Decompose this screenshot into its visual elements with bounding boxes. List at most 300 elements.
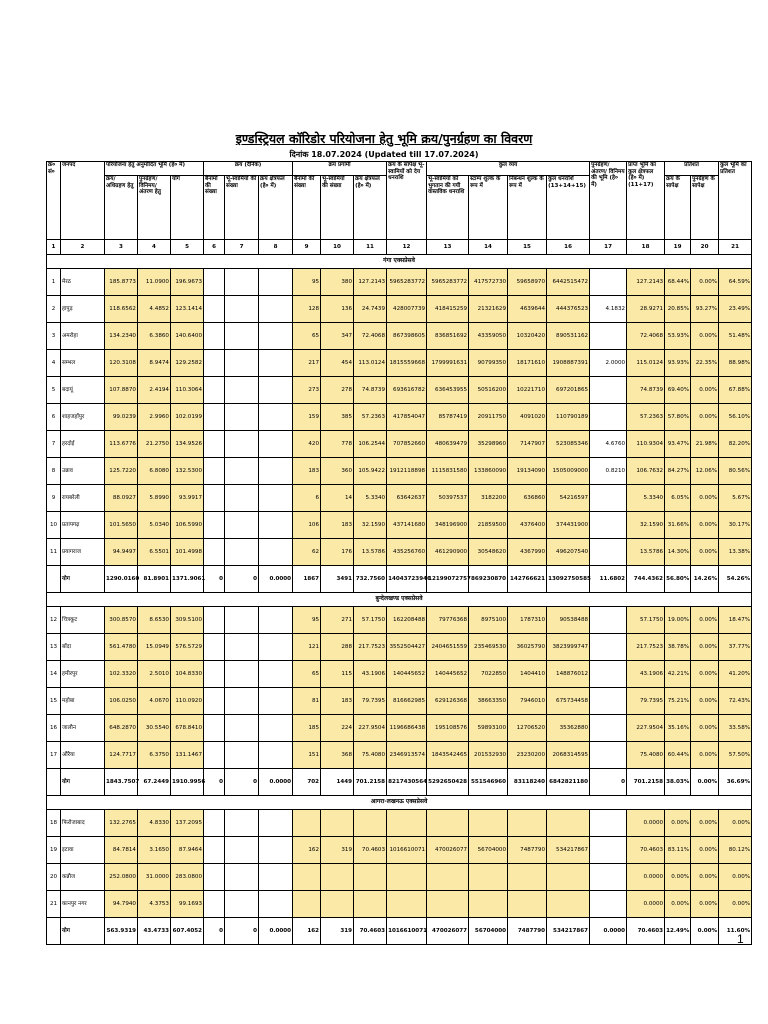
table-cell bbox=[590, 377, 627, 404]
total-cell: 0.0000 bbox=[259, 769, 293, 796]
table-cell: 102.0199 bbox=[171, 404, 204, 431]
table-cell: 1787310 bbox=[508, 607, 547, 634]
column-number: 20 bbox=[691, 240, 719, 255]
table-cell bbox=[293, 810, 321, 837]
table-cell bbox=[204, 715, 225, 742]
table-cell: 195108576 bbox=[427, 715, 469, 742]
table-row bbox=[47, 742, 752, 769]
table-cell: 3182200 bbox=[469, 485, 508, 512]
table-cell: 59893100 bbox=[469, 715, 508, 742]
total-cell: 0.0000 bbox=[590, 918, 627, 945]
table-cell bbox=[259, 431, 293, 458]
page-title: इण्डस्ट्रियल कॉरिडोर परियोजना हेतु भूमि क्रय/पुनर्ग्रहण का विवरण bbox=[235, 131, 533, 146]
table-cell bbox=[547, 810, 590, 837]
table-cell: 13 bbox=[47, 634, 61, 661]
table-cell: 102.3320 bbox=[105, 661, 138, 688]
district-cell: महोबा bbox=[61, 688, 105, 715]
header-percent-resumption: पुनर्ग्रहण के सापेक्ष bbox=[691, 176, 719, 240]
table-cell bbox=[590, 864, 627, 891]
table-cell: 4091020 bbox=[508, 404, 547, 431]
table-cell: 63642637 bbox=[387, 485, 427, 512]
table-cell: 110.0920 bbox=[171, 688, 204, 715]
table-cell: 74.8739 bbox=[627, 377, 665, 404]
table-cell bbox=[204, 350, 225, 377]
table-cell: 836851692 bbox=[427, 323, 469, 350]
header-percent-purchase: क्रय के सापेक्ष bbox=[665, 176, 691, 240]
table-cell: 57.80% bbox=[665, 404, 691, 431]
table-cell: 4639644 bbox=[508, 296, 547, 323]
table-cell bbox=[321, 810, 354, 837]
table-cell: 435256760 bbox=[387, 539, 427, 566]
table-cell: 90799350 bbox=[469, 350, 508, 377]
table-cell: 75.4080 bbox=[354, 742, 387, 769]
header-expense-group: कुल व्यय bbox=[427, 162, 590, 176]
table-cell bbox=[590, 634, 627, 661]
table-cell bbox=[259, 404, 293, 431]
header-payable: क्रय के सापेक्ष भू-स्वामियों को देय धनराशि bbox=[387, 162, 427, 240]
table-cell: 62 bbox=[293, 539, 321, 566]
table-cell: 420 bbox=[293, 431, 321, 458]
table-cell: 10221710 bbox=[508, 377, 547, 404]
table-cell: 20.85% bbox=[665, 296, 691, 323]
table-cell: 90538488 bbox=[547, 607, 590, 634]
table-cell: 115 bbox=[321, 661, 354, 688]
table-cell: 69.40% bbox=[665, 377, 691, 404]
table-cell: 10 bbox=[47, 512, 61, 539]
table-cell bbox=[204, 296, 225, 323]
table-cell bbox=[259, 512, 293, 539]
table-cell: 1505009000 bbox=[547, 458, 590, 485]
table-cell: 4.8330 bbox=[138, 810, 171, 837]
table-cell: 561.4780 bbox=[105, 634, 138, 661]
table-cell bbox=[259, 350, 293, 377]
total-cell: 142766621 bbox=[508, 566, 547, 593]
table-cell: 1799991631 bbox=[427, 350, 469, 377]
table-cell bbox=[259, 269, 293, 296]
total-cell: 162 bbox=[293, 918, 321, 945]
table-cell: 131.1467 bbox=[171, 742, 204, 769]
table-row bbox=[47, 810, 752, 837]
table-cell: 31.0000 bbox=[138, 864, 171, 891]
table-cell: 5.3340 bbox=[354, 485, 387, 512]
table-cell: 636860 bbox=[508, 485, 547, 512]
column-number: 21 bbox=[719, 240, 752, 255]
column-number: 12 bbox=[387, 240, 427, 255]
column-number: 4 bbox=[138, 240, 171, 255]
table-cell: 0.00% bbox=[691, 837, 719, 864]
total-cell: 0 bbox=[225, 566, 259, 593]
table-cell: 65 bbox=[293, 323, 321, 350]
table-cell: 64.59% bbox=[719, 269, 752, 296]
header-expense-stamp: स्टाम्प शुल्क के रूप में bbox=[469, 176, 508, 240]
table-cell: 675734458 bbox=[547, 688, 590, 715]
table-cell bbox=[225, 485, 259, 512]
column-number-row bbox=[47, 240, 752, 255]
district-cell: शाहजहाँपुर bbox=[61, 404, 105, 431]
table-cell: 81 bbox=[293, 688, 321, 715]
table-cell bbox=[204, 891, 225, 918]
table-cell: 70.4603 bbox=[354, 837, 387, 864]
table-cell: 480639479 bbox=[427, 431, 469, 458]
table-cell: 23230200 bbox=[508, 742, 547, 769]
table-cell bbox=[204, 269, 225, 296]
table-cell: 127.2143 bbox=[354, 269, 387, 296]
table-cell: 51.48% bbox=[719, 323, 752, 350]
table-cell bbox=[225, 512, 259, 539]
table-cell: 176 bbox=[321, 539, 354, 566]
table-cell: 693616782 bbox=[387, 377, 427, 404]
table-cell: 300.8570 bbox=[105, 607, 138, 634]
table-cell: 7022850 bbox=[469, 661, 508, 688]
table-cell: 12.06% bbox=[691, 458, 719, 485]
column-number: 15 bbox=[508, 240, 547, 255]
table-cell bbox=[259, 742, 293, 769]
total-cell: 56.80% bbox=[665, 566, 691, 593]
total-cell: 83118240 bbox=[508, 769, 547, 796]
table-cell: 113.0124 bbox=[354, 350, 387, 377]
table-cell: 22.35% bbox=[691, 350, 719, 377]
table-cell: 57.1750 bbox=[354, 607, 387, 634]
table-cell: 19 bbox=[47, 837, 61, 864]
table-cell: 183 bbox=[293, 458, 321, 485]
table-cell bbox=[259, 715, 293, 742]
table-cell: 4.6760 bbox=[590, 431, 627, 458]
total-cell: 1843.7507 bbox=[105, 769, 138, 796]
table-cell: 125.7220 bbox=[105, 458, 138, 485]
table-row bbox=[47, 431, 752, 458]
table-row bbox=[47, 634, 752, 661]
table-cell: 79.7395 bbox=[354, 688, 387, 715]
table-cell: 2404651559 bbox=[427, 634, 469, 661]
table-cell: 134.9526 bbox=[171, 431, 204, 458]
table-cell: 347 bbox=[321, 323, 354, 350]
column-number: 16 bbox=[547, 240, 590, 255]
total-cell: 36.69% bbox=[719, 769, 752, 796]
table-cell bbox=[225, 688, 259, 715]
table-cell: 196.9673 bbox=[171, 269, 204, 296]
table-cell: 57.2363 bbox=[354, 404, 387, 431]
table-cell bbox=[225, 661, 259, 688]
table-cell: 183 bbox=[321, 512, 354, 539]
table-cell: 134.2340 bbox=[105, 323, 138, 350]
table-cell: 18 bbox=[47, 810, 61, 837]
table-cell: 271 bbox=[321, 607, 354, 634]
table-cell: 70.4603 bbox=[627, 837, 665, 864]
table-cell: 106.7632 bbox=[627, 458, 665, 485]
table-cell bbox=[469, 891, 508, 918]
table-cell: 5 bbox=[47, 377, 61, 404]
total-cell: 701.2158 bbox=[354, 769, 387, 796]
table-cell bbox=[225, 864, 259, 891]
table-cell: 576.5729 bbox=[171, 634, 204, 661]
column-number: 1 bbox=[47, 240, 61, 255]
table-cell bbox=[547, 891, 590, 918]
total-cell: 70.4603 bbox=[354, 918, 387, 945]
table-cell bbox=[590, 661, 627, 688]
table-cell: 106.0250 bbox=[105, 688, 138, 715]
table-cell: 82.20% bbox=[719, 431, 752, 458]
total-cell: 563.9319 bbox=[105, 918, 138, 945]
table-cell: 2068314595 bbox=[547, 742, 590, 769]
column-number: 2 bbox=[61, 240, 105, 255]
page-subtitle: दिनांक 18.07.2024 (Updated till 17.07.2024) bbox=[289, 150, 479, 159]
header-progressive-owners: भू-स्वामियों की संख्या bbox=[321, 176, 354, 240]
table-cell: 348196900 bbox=[427, 512, 469, 539]
table-cell: 0.00% bbox=[665, 891, 691, 918]
table-cell: 3.1650 bbox=[138, 837, 171, 864]
total-label: योग bbox=[61, 918, 105, 945]
table-cell bbox=[321, 864, 354, 891]
table-cell bbox=[204, 810, 225, 837]
table-cell: 33.58% bbox=[719, 715, 752, 742]
table-body bbox=[47, 240, 752, 945]
header-daily-owners: भू-स्वामियों की संख्या bbox=[225, 176, 259, 240]
district-cell: फिरोजाबाद bbox=[61, 810, 105, 837]
total-cell: 0 bbox=[204, 918, 225, 945]
table-cell: 24.7439 bbox=[354, 296, 387, 323]
table-cell: 79776368 bbox=[427, 607, 469, 634]
table-cell: 124.7717 bbox=[105, 742, 138, 769]
table-cell: 21859500 bbox=[469, 512, 508, 539]
table-cell: 3 bbox=[47, 323, 61, 350]
table-cell: 368 bbox=[321, 742, 354, 769]
total-cell: 0.00% bbox=[691, 769, 719, 796]
table-cell bbox=[590, 269, 627, 296]
table-cell bbox=[204, 688, 225, 715]
district-cell: कन्नौज bbox=[61, 864, 105, 891]
table-cell: 3552504427 bbox=[387, 634, 427, 661]
district-cell: इटावा bbox=[61, 837, 105, 864]
total-cell: 1910.9956 bbox=[171, 769, 204, 796]
table-cell: 28.9271 bbox=[627, 296, 665, 323]
district-cell: मेरठ bbox=[61, 269, 105, 296]
table-cell: 0.0000 bbox=[627, 891, 665, 918]
table-cell: 629126368 bbox=[427, 688, 469, 715]
table-cell: 50397537 bbox=[427, 485, 469, 512]
table-cell: 106.5990 bbox=[171, 512, 204, 539]
district-cell: रायबरेली bbox=[61, 485, 105, 512]
total-cell: 0 bbox=[204, 566, 225, 593]
table-cell: 65 bbox=[293, 661, 321, 688]
table-cell: 35298960 bbox=[469, 431, 508, 458]
section-header-row bbox=[47, 593, 752, 607]
table-cell: 88.0927 bbox=[105, 485, 138, 512]
table-cell bbox=[469, 864, 508, 891]
table-cell: 6.3750 bbox=[138, 742, 171, 769]
column-number: 14 bbox=[469, 240, 508, 255]
table-cell: 4.1832 bbox=[590, 296, 627, 323]
table-cell: 18.47% bbox=[719, 607, 752, 634]
total-cell: 8217430564 bbox=[387, 769, 427, 796]
table-cell: 1016610071 bbox=[387, 837, 427, 864]
column-number: 6 bbox=[204, 240, 225, 255]
header-total-area: प्राप्त भूमि का कुल क्षेत्रफल (हे० में) (11+17) bbox=[627, 162, 665, 240]
total-cell: 13092750585 bbox=[547, 566, 590, 593]
table-cell: 778 bbox=[321, 431, 354, 458]
table-cell bbox=[225, 891, 259, 918]
table-cell bbox=[225, 810, 259, 837]
table-cell: 72.43% bbox=[719, 688, 752, 715]
table-cell bbox=[259, 810, 293, 837]
table-cell: 94.7940 bbox=[105, 891, 138, 918]
table-cell: 5965283772 bbox=[427, 269, 469, 296]
table-cell: 8.9474 bbox=[138, 350, 171, 377]
table-cell: 132.5300 bbox=[171, 458, 204, 485]
table-cell: 0.00% bbox=[691, 377, 719, 404]
table-cell: 75.21% bbox=[665, 688, 691, 715]
column-number: 9 bbox=[293, 240, 321, 255]
table-cell: 13.5786 bbox=[627, 539, 665, 566]
district-cell: कानपुर नगर bbox=[61, 891, 105, 918]
table-row bbox=[47, 377, 752, 404]
table-cell: 0.00% bbox=[719, 810, 752, 837]
table-cell: 273 bbox=[293, 377, 321, 404]
table-cell bbox=[590, 688, 627, 715]
table-cell: 0.00% bbox=[691, 864, 719, 891]
table-cell: 53.93% bbox=[665, 323, 691, 350]
table-cell: 428007739 bbox=[387, 296, 427, 323]
table-cell bbox=[293, 864, 321, 891]
header-percent-overall: कुल भूमि का प्रतिशत bbox=[719, 162, 752, 240]
table-cell: 0.00% bbox=[691, 661, 719, 688]
table-cell bbox=[354, 891, 387, 918]
table-cell: 21 bbox=[47, 891, 61, 918]
total-cell bbox=[47, 769, 61, 796]
total-cell: 11.6802 bbox=[590, 566, 627, 593]
table-cell: 6442515472 bbox=[547, 269, 590, 296]
table-cell: 30548620 bbox=[469, 539, 508, 566]
total-cell: 56704000 bbox=[469, 918, 508, 945]
section-total-row bbox=[47, 769, 752, 796]
district-cell: बाँदा bbox=[61, 634, 105, 661]
table-cell: 21321629 bbox=[469, 296, 508, 323]
header-approved-total: योग bbox=[171, 176, 204, 240]
table-cell: 105.9422 bbox=[354, 458, 387, 485]
table-cell: 5.67% bbox=[719, 485, 752, 512]
table-cell bbox=[225, 634, 259, 661]
section-total-row bbox=[47, 566, 752, 593]
table-cell: 0.0000 bbox=[627, 810, 665, 837]
table-cell: 35362880 bbox=[547, 715, 590, 742]
table-cell bbox=[259, 837, 293, 864]
table-cell: 0.00% bbox=[691, 715, 719, 742]
table-cell: 288 bbox=[321, 634, 354, 661]
table-cell: 217.7523 bbox=[627, 634, 665, 661]
table-cell: 0.00% bbox=[719, 864, 752, 891]
table-cell: 4367990 bbox=[508, 539, 547, 566]
table-cell: 38663350 bbox=[469, 688, 508, 715]
column-number: 18 bbox=[627, 240, 665, 255]
total-cell: 0 bbox=[225, 769, 259, 796]
total-cell: 6842821180 bbox=[547, 769, 590, 796]
table-cell: 1196686438 bbox=[387, 715, 427, 742]
district-cell: अमरोहा bbox=[61, 323, 105, 350]
table-cell bbox=[225, 431, 259, 458]
table-cell bbox=[354, 810, 387, 837]
table-cell: 83.11% bbox=[665, 837, 691, 864]
total-cell: 0.0000 bbox=[259, 918, 293, 945]
table-cell: 1 bbox=[47, 269, 61, 296]
table-cell: 104.8330 bbox=[171, 661, 204, 688]
table-cell: 418415259 bbox=[427, 296, 469, 323]
table-cell: 8975100 bbox=[469, 607, 508, 634]
table-cell: 148876012 bbox=[547, 661, 590, 688]
table-cell: 123.1414 bbox=[171, 296, 204, 323]
total-cell: 5292650428 bbox=[427, 769, 469, 796]
table-cell: 127.2143 bbox=[627, 269, 665, 296]
table-cell: 37.77% bbox=[719, 634, 752, 661]
table-cell: 106.2544 bbox=[354, 431, 387, 458]
table-cell: 0.00% bbox=[691, 404, 719, 431]
district-cell: प्रतापगढ़ bbox=[61, 512, 105, 539]
table-cell: 13.38% bbox=[719, 539, 752, 566]
table-cell bbox=[259, 864, 293, 891]
table-cell: 99.1693 bbox=[171, 891, 204, 918]
table-cell: 93.47% bbox=[665, 431, 691, 458]
table-cell: 14.30% bbox=[665, 539, 691, 566]
table-cell bbox=[225, 837, 259, 864]
table-cell: 93.9917 bbox=[171, 485, 204, 512]
table-cell: 8.6530 bbox=[138, 607, 171, 634]
table-cell: 636453955 bbox=[427, 377, 469, 404]
total-cell: 319 bbox=[321, 918, 354, 945]
table-cell: 128 bbox=[293, 296, 321, 323]
table-cell: 0.00% bbox=[691, 742, 719, 769]
table-cell bbox=[225, 350, 259, 377]
section-name: गंगा एक्सप्रेसवे bbox=[47, 255, 752, 269]
table-cell: 8 bbox=[47, 458, 61, 485]
total-cell: 470026077 bbox=[427, 918, 469, 945]
total-cell: 12199072757 bbox=[427, 566, 469, 593]
district-cell: हरदोई bbox=[61, 431, 105, 458]
table-cell: 217.7523 bbox=[354, 634, 387, 661]
total-cell: 702 bbox=[293, 769, 321, 796]
total-cell: 0 bbox=[590, 769, 627, 796]
table-cell: 79.7395 bbox=[627, 688, 665, 715]
header-approved-group: परियोजना हेतु अनुमोदित भूमि (हे० में) bbox=[105, 162, 204, 176]
table-cell: 185.8773 bbox=[105, 269, 138, 296]
table-cell: 72.4068 bbox=[627, 323, 665, 350]
total-cell: 1867 bbox=[293, 566, 321, 593]
table-cell: 43.1906 bbox=[627, 661, 665, 688]
table-cell: 235469530 bbox=[469, 634, 508, 661]
table-row bbox=[47, 512, 752, 539]
table-cell: 4 bbox=[47, 350, 61, 377]
table-cell: 17 bbox=[47, 742, 61, 769]
table-cell: 136 bbox=[321, 296, 354, 323]
table-cell: 140.6400 bbox=[171, 323, 204, 350]
table-cell bbox=[225, 539, 259, 566]
table-cell: 0.00% bbox=[691, 891, 719, 918]
column-number: 10 bbox=[321, 240, 354, 255]
table-cell: 437141680 bbox=[387, 512, 427, 539]
table-cell bbox=[427, 864, 469, 891]
table-cell: 88.98% bbox=[719, 350, 752, 377]
district-cell: उन्नाव bbox=[61, 458, 105, 485]
total-cell bbox=[47, 918, 61, 945]
table-cell: 110790189 bbox=[547, 404, 590, 431]
table-cell: 19.00% bbox=[665, 607, 691, 634]
total-cell: 1371.9061 bbox=[171, 566, 204, 593]
district-cell: प्रयागराज bbox=[61, 539, 105, 566]
table-cell: 121 bbox=[293, 634, 321, 661]
table-cell: 35.16% bbox=[665, 715, 691, 742]
table-cell bbox=[225, 377, 259, 404]
table-cell bbox=[590, 891, 627, 918]
table-cell bbox=[225, 715, 259, 742]
column-number: 19 bbox=[665, 240, 691, 255]
table-cell: 57.2363 bbox=[627, 404, 665, 431]
